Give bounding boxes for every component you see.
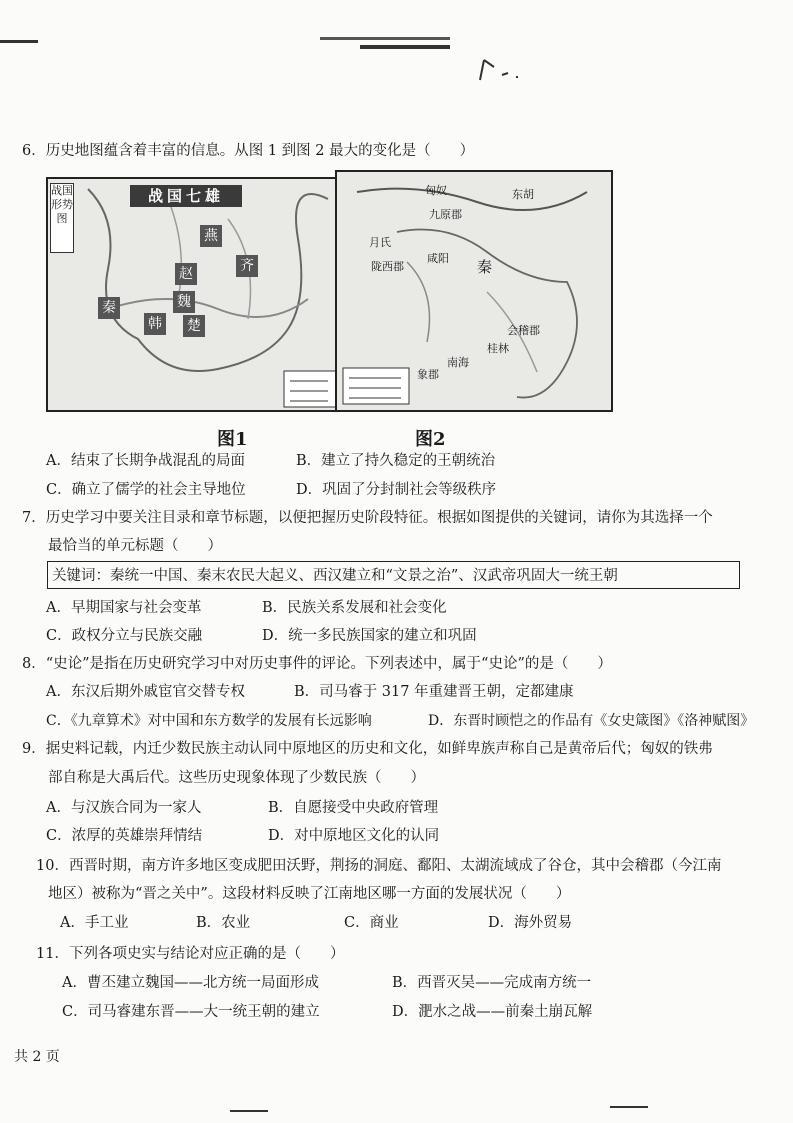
scan-mark xyxy=(320,37,450,40)
page-footer: 共 2 页 xyxy=(14,1049,60,1065)
map2-label: 东胡 xyxy=(512,188,534,201)
q10-option-c[interactable]: C．商业 xyxy=(344,915,399,931)
state-label: 齐 xyxy=(236,255,258,277)
map2-label: 陇西郡 xyxy=(371,260,404,273)
state-label: 楚 xyxy=(183,315,205,337)
scan-mark xyxy=(0,40,38,43)
q7-stem-line1: 7．历史学习中要关注目录和章节标题，以便把握历史阶段特征。根据如图提供的关键词，请你为其选择一个 xyxy=(22,510,713,526)
map2-label: 秦 xyxy=(477,258,493,276)
q9-stem-line2: 部自称是大禹后代。这些历史现象体现了少数民族（ ） xyxy=(48,770,425,786)
state-label: 赵 xyxy=(175,263,197,285)
map2-label: 桂林 xyxy=(487,342,509,355)
q6-option-c[interactable]: C．确立了儒学的社会主导地位 xyxy=(46,482,246,498)
q10-stem-line2: 地区）被称为“晋之关中”。这段材料反映了江南地区哪一方面的发展状况（ ） xyxy=(48,886,571,902)
q11-option-c[interactable]: C．司马睿建东晋——大一统王朝的建立 xyxy=(62,1004,320,1020)
q10-option-d[interactable]: D．海外贸易 xyxy=(488,915,573,931)
q9-stem-line1: 9．据史料记载，内迁少数民族主动认同中原地区的历史和文化，如鲜卑族声称自己是黄帝后代；匈奴的铁弗 xyxy=(22,741,713,757)
scan-mark xyxy=(360,45,450,49)
state-label: 魏 xyxy=(173,291,195,313)
q6-option-a[interactable]: A．结束了长期争战混乱的局面 xyxy=(46,453,245,469)
q11-option-a[interactable]: A．曹丕建立魏国——北方统一局面形成 xyxy=(62,975,319,991)
q9-option-d[interactable]: D．对中原地区文化的认同 xyxy=(268,828,440,844)
map1-title: 战国七雄 xyxy=(130,185,242,207)
figure-2-caption: 图2 xyxy=(415,429,446,450)
q7-option-d[interactable]: D．统一多民族国家的建立和巩固 xyxy=(262,628,477,644)
map1-side-title: 战国形势图 xyxy=(50,183,74,253)
q11-option-b[interactable]: B．西晋灭吴——完成南方统一 xyxy=(392,975,592,991)
q7-option-a[interactable]: A．早期国家与社会变革 xyxy=(46,600,202,616)
map-figure-2 xyxy=(335,170,613,412)
scan-mark xyxy=(610,1106,648,1108)
q11-stem: 11．下列各项史实与结论对应正确的是（ ） xyxy=(36,946,345,962)
q9-option-b[interactable]: B．自愿接受中央政府管理 xyxy=(268,800,439,816)
map2-label: 南海 xyxy=(447,356,469,369)
state-label: 韩 xyxy=(144,313,166,335)
map2-label: 会稽郡 xyxy=(507,324,540,337)
q9-option-a[interactable]: A．与汉族合同为一家人 xyxy=(46,800,202,816)
q7-stem-line2: 最恰当的单元标题（ ） xyxy=(48,538,222,554)
handwritten-mark xyxy=(472,55,532,85)
q6-stem: 6．历史地图蕴含着丰富的信息。从图 1 到图 2 最大的变化是（ ） xyxy=(22,143,475,159)
map2-label: 象郡 xyxy=(417,368,439,381)
q6-option-d[interactable]: D．巩固了分封制社会等级秩序 xyxy=(296,482,497,498)
q7-keyword-box: 关键词：秦统一中国、秦末农民大起义、西汉建立和“文景之治”、汉武帝巩固大一统王朝 xyxy=(47,561,740,589)
q9-option-c[interactable]: C．浓厚的英雄崇拜情结 xyxy=(46,828,203,844)
q7-option-c[interactable]: C．政权分立与民族交融 xyxy=(46,628,203,644)
q8-option-d[interactable]: D．东晋时顾恺之的作品有《女史箴图》《洛神赋图》 xyxy=(428,713,755,729)
q8-option-b[interactable]: B．司马睿于 317 年重建晋王朝，定都建康 xyxy=(294,684,574,700)
q10-option-a[interactable]: A．手工业 xyxy=(60,915,129,931)
state-label: 燕 xyxy=(200,225,222,247)
figure-1-caption: 图1 xyxy=(217,429,248,450)
map-figure-2-drawing xyxy=(337,172,611,410)
q8-stem: 8．“史论”是指在历史研究学习中对历史事件的评论。下列表述中，属于“史论”的是（ ） xyxy=(22,656,612,672)
state-label: 秦 xyxy=(98,297,120,319)
map2-label: 月氏 xyxy=(369,236,391,249)
map-figure-1 xyxy=(46,177,341,412)
q11-option-d[interactable]: D．淝水之战——前秦土崩瓦解 xyxy=(392,1004,593,1020)
scan-mark xyxy=(230,1110,268,1112)
map2-label: 匈奴 xyxy=(425,184,447,197)
q8-option-c[interactable]: C．《九章算术》对中国和东方数学的发展有长远影响 xyxy=(46,713,372,729)
q10-option-b[interactable]: B．农业 xyxy=(196,915,251,931)
q10-stem-line1: 10．西晋时期，南方许多地区变成肥田沃野，荆扬的洞庭、鄱阳、太湖流域成了谷仓，其中会稽郡（今江南 xyxy=(36,858,722,874)
q7-option-b[interactable]: B．民族关系发展和社会变化 xyxy=(262,600,447,616)
map2-label: 咸阳 xyxy=(427,252,449,265)
q6-option-b[interactable]: B．建立了持久稳定的王朝统治 xyxy=(296,453,496,469)
q8-option-a[interactable]: A．东汉后期外戚宦官交替专权 xyxy=(46,684,245,700)
map2-label: 九原郡 xyxy=(429,208,462,221)
